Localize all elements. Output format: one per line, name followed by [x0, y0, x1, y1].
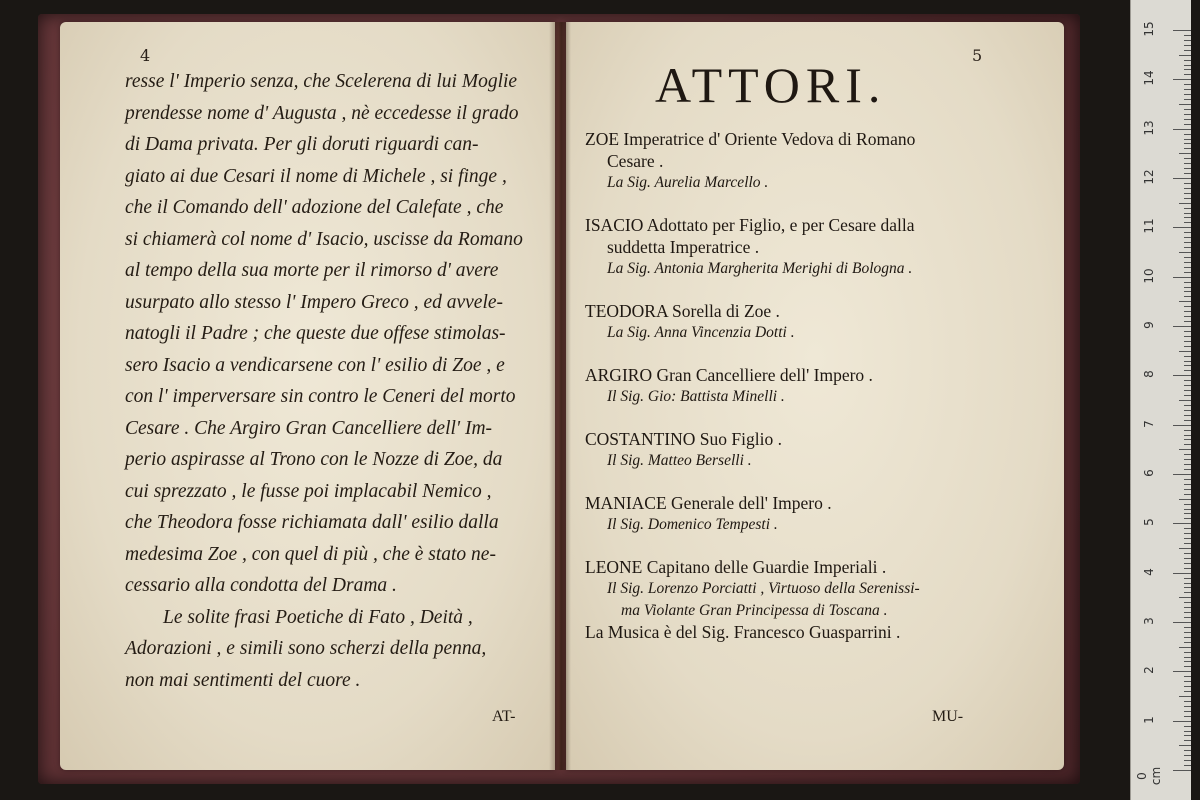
ruler-tick — [1184, 208, 1191, 209]
ruler-tick — [1184, 370, 1191, 371]
ruler-tick — [1184, 193, 1191, 194]
cast-entry — [585, 128, 1025, 194]
ruler-tick — [1184, 454, 1191, 455]
ruler-tick — [1184, 40, 1191, 41]
ruler-tick — [1184, 139, 1191, 140]
ruler-tick — [1184, 341, 1191, 342]
ruler-tick — [1184, 183, 1191, 184]
music-credit: La Musica è del Sig. Francesco Guasparrini . — [585, 622, 901, 642]
ruler-tick — [1184, 65, 1191, 66]
ruler-tick — [1184, 262, 1191, 263]
ruler-tick — [1173, 622, 1191, 623]
cast-entry — [585, 492, 1025, 536]
ruler-tick — [1173, 375, 1191, 376]
ruler-tick — [1184, 666, 1191, 667]
role-name: MANIACE Generale dell' Impero . — [585, 493, 832, 513]
ruler-tick — [1184, 50, 1191, 51]
ruler-number: 1 — [1142, 715, 1156, 724]
ruler-tick — [1184, 592, 1191, 593]
ruler-tick — [1184, 587, 1191, 588]
cast-entry — [585, 364, 1025, 408]
ruler-tick — [1184, 89, 1191, 90]
ruler-tick — [1184, 158, 1191, 159]
ruler-tick — [1184, 533, 1191, 534]
ruler-tick — [1184, 405, 1191, 406]
ruler-tick — [1173, 227, 1191, 228]
ruler-number: 6 — [1142, 469, 1156, 477]
ruler-tick — [1173, 770, 1191, 771]
ruler-tick — [1179, 400, 1191, 401]
ruler-tick — [1184, 420, 1191, 421]
ruler-tick — [1184, 558, 1191, 559]
ruler-tick — [1184, 232, 1191, 233]
cast-list — [585, 128, 1025, 642]
text-line: natogli il Padre ; che queste due offese stimolas- — [125, 323, 506, 344]
ruler-tick — [1184, 661, 1191, 662]
ruler-tick — [1184, 528, 1191, 529]
ruler-tick — [1184, 760, 1191, 761]
ruler-tick — [1179, 301, 1191, 302]
ruler-tick — [1184, 257, 1191, 258]
ruler-tick — [1184, 114, 1191, 115]
ruler-tick — [1184, 469, 1191, 470]
ruler-tick — [1184, 410, 1191, 411]
ruler-tick — [1173, 425, 1191, 426]
ruler-tick — [1184, 356, 1191, 357]
ruler-tick — [1184, 188, 1191, 189]
ruler-tick — [1184, 109, 1191, 110]
ruler-tick — [1184, 504, 1191, 505]
ruler-tick — [1184, 415, 1191, 416]
right-catchword: MU- — [932, 708, 964, 725]
ruler-tick — [1173, 178, 1191, 179]
ruler-tick — [1184, 306, 1191, 307]
role-singer: La Sig. Antonia Margherita Merighi di Bologna . — [607, 260, 913, 277]
role-singer: La Sig. Anna Vincenzia Dotti . — [607, 324, 795, 341]
ruler-tick — [1184, 686, 1191, 687]
text-line: di Dama privata. Per gli doruti riguardi can- — [125, 134, 479, 155]
ruler-tick — [1179, 351, 1191, 352]
ruler-tick — [1184, 538, 1191, 539]
role-singer: Il Sig. Gio: Battista Minelli . — [607, 388, 785, 405]
ruler-tick — [1184, 94, 1191, 95]
ruler-tick — [1184, 765, 1191, 766]
ruler-tick — [1184, 642, 1191, 643]
ruler-tick — [1184, 134, 1191, 135]
role-name: ISACIO Adottato per Figlio, e per Cesare dalla — [585, 215, 915, 235]
ruler-tick — [1173, 30, 1191, 31]
ruler-tick — [1184, 168, 1191, 169]
ruler-number: 2 — [1142, 666, 1156, 675]
text-line: Le solite frasi Poetiche di Fato , Deità , — [163, 606, 473, 628]
ruler-number: 3 — [1142, 617, 1156, 625]
text-line: cessario alla condotta del Drama . — [125, 575, 397, 596]
role-name: TEODORA Sorella di Zoe . — [585, 301, 780, 321]
ruler-number: 15 — [1142, 21, 1156, 37]
ruler-tick — [1179, 499, 1191, 500]
ruler-number: 0 cm — [1135, 766, 1163, 786]
role-description-cont: suddetta Imperatrice . — [607, 237, 760, 257]
text-line: sero Isacio a vendicarsene con l' esilio di Zoe , e — [125, 354, 505, 376]
ruler-number: 5 — [1142, 518, 1156, 527]
ruler-tick — [1184, 365, 1191, 366]
ruler-tick — [1184, 583, 1191, 584]
ruler-tick — [1184, 296, 1191, 297]
text-line: Adorazioni , e simili sono scherzi della penna, — [125, 638, 487, 659]
ruler-tick — [1184, 602, 1191, 603]
ruler-tick — [1184, 731, 1191, 732]
ruler-tick — [1184, 124, 1191, 125]
ruler-tick — [1184, 331, 1191, 332]
ruler-tick — [1184, 69, 1191, 70]
ruler-tick — [1184, 143, 1191, 144]
role-singer: Il Sig. Domenico Tempesti . — [607, 516, 778, 533]
ruler-tick — [1184, 568, 1191, 569]
ruler-tick — [1184, 213, 1191, 214]
ruler-tick — [1173, 573, 1191, 574]
ruler-tick — [1184, 726, 1191, 727]
ruler-tick — [1179, 647, 1191, 648]
ruler-tick — [1184, 395, 1191, 396]
ruler-tick — [1184, 691, 1191, 692]
left-catchword: AT- — [492, 708, 516, 725]
ruler-tick — [1184, 272, 1191, 273]
ruler-tick — [1184, 361, 1191, 362]
role-singer: Il Sig. Matteo Berselli . — [607, 452, 752, 469]
ruler-tick — [1184, 553, 1191, 554]
ruler-tick — [1184, 336, 1191, 337]
ruler-tick — [1184, 513, 1191, 514]
text-line: che il Comando dell' adozione del Calefate , che — [125, 197, 504, 218]
ruler-tick — [1184, 607, 1191, 608]
ruler-tick — [1184, 632, 1191, 633]
text-line: giato ai due Cesari il nome di Michele , si finge , — [125, 165, 507, 187]
measurement-ruler — [1130, 0, 1191, 800]
ruler-tick — [1184, 390, 1191, 391]
ruler-number: 13 — [1142, 120, 1156, 136]
ruler-tick — [1184, 489, 1191, 490]
role-singer-cont: ma Violante Gran Principessa di Toscana . — [621, 602, 888, 619]
ruler-tick — [1184, 627, 1191, 628]
right-page-number: 5 — [972, 46, 983, 65]
text-line: non mai sentimenti del cuore . — [125, 669, 361, 691]
ruler-number: 7 — [1142, 419, 1156, 428]
ruler-tick — [1184, 217, 1191, 218]
ruler-tick — [1179, 252, 1191, 253]
ruler-tick — [1179, 104, 1191, 105]
ruler-tick — [1184, 711, 1191, 712]
ruler-tick — [1184, 578, 1191, 579]
ruler-tick — [1173, 79, 1191, 80]
left-page-number: 4 — [140, 46, 151, 65]
ruler-tick — [1173, 277, 1191, 278]
text-line: usurpato allo stesso l' Impero Greco , ed avvele- — [125, 291, 504, 313]
text-line: prendesse nome d' Augusta , nè eccedesse il grado — [125, 102, 519, 124]
ruler-tick — [1179, 203, 1191, 204]
role-name: ZOE Imperatrice d' Oriente Vedova di Romano — [585, 129, 916, 149]
ruler-tick — [1179, 696, 1191, 697]
ruler-tick — [1184, 84, 1191, 85]
ruler-tick — [1184, 543, 1191, 544]
ruler-tick — [1179, 449, 1191, 450]
ruler-tick — [1184, 60, 1191, 61]
ruler-tick — [1184, 750, 1191, 751]
text-line: perio aspirasse al Trono con le Nozze di Zoe, da — [125, 449, 503, 470]
ruler-tick — [1184, 287, 1191, 288]
cast-entry — [585, 300, 1025, 344]
ruler-tick — [1184, 74, 1191, 75]
ruler-tick — [1184, 173, 1191, 174]
ruler-tick — [1179, 745, 1191, 746]
ruler-tick — [1184, 222, 1191, 223]
ruler-number: 8 — [1142, 370, 1156, 379]
ruler-tick — [1184, 99, 1191, 100]
text-line: resse l' Imperio senza, che Scelerena di lui Moglie — [125, 71, 518, 92]
ruler-tick — [1173, 129, 1191, 130]
ruler-tick — [1184, 163, 1191, 164]
ruler-tick — [1173, 671, 1191, 672]
text-line: con l' imperversare sin contro le Ceneri del morto — [125, 386, 516, 407]
text-line: si chiamerà col nome d' Isacio, uscisse da Romano — [125, 228, 523, 250]
role-description-cont: Cesare . — [607, 151, 664, 171]
ruler-tick — [1184, 755, 1191, 756]
ruler-tick — [1184, 494, 1191, 495]
ruler-tick — [1184, 612, 1191, 613]
ruler-tick — [1184, 735, 1191, 736]
ruler-number: 4 — [1142, 567, 1156, 576]
ruler-tick — [1184, 435, 1191, 436]
text-line: medesima Zoe , con quel di più , che è stato ne- — [125, 543, 496, 565]
ruler-tick — [1179, 55, 1191, 56]
cast-entry — [585, 556, 1025, 622]
ruler-tick — [1184, 430, 1191, 431]
ruler-tick — [1184, 563, 1191, 564]
ruler-tick — [1184, 701, 1191, 702]
ruler-tick — [1184, 198, 1191, 199]
page-title: ATTORI. — [655, 57, 887, 113]
ruler-number: 14 — [1142, 70, 1156, 86]
ruler-tick — [1184, 380, 1191, 381]
ruler-tick — [1173, 523, 1191, 524]
text-line: Cesare . Che Argiro Gran Cancelliere dell' Im- — [125, 417, 493, 439]
left-page-text — [125, 66, 555, 696]
ruler-tick — [1184, 247, 1191, 248]
ruler-tick — [1173, 474, 1191, 475]
ruler-tick — [1173, 721, 1191, 722]
cast-entry — [585, 428, 1025, 472]
ruler-number: 12 — [1142, 169, 1156, 185]
ruler-tick — [1184, 316, 1191, 317]
role-name: COSTANTINO Suo Figlio . — [585, 429, 782, 449]
ruler-tick — [1184, 676, 1191, 677]
cast-entry — [585, 214, 1025, 280]
ruler-number: 10 — [1142, 268, 1156, 284]
ruler-tick — [1184, 148, 1191, 149]
ruler-tick — [1179, 153, 1191, 154]
ruler-tick — [1173, 326, 1191, 327]
ruler-tick — [1184, 291, 1191, 292]
role-singer: La Sig. Aurelia Marcello . — [607, 174, 769, 191]
role-name: ARGIRO Gran Cancelliere dell' Impero . — [585, 365, 873, 385]
ruler-tick — [1184, 479, 1191, 480]
ruler-number: 11 — [1142, 218, 1156, 234]
ruler-tick — [1179, 597, 1191, 598]
role-name: LEONE Capitano delle Guardie Imperiali . — [585, 557, 887, 577]
ruler-tick — [1184, 311, 1191, 312]
ruler-number: 9 — [1142, 321, 1156, 329]
ruler-tick — [1184, 459, 1191, 460]
ruler-tick — [1184, 282, 1191, 283]
ruler-tick — [1184, 652, 1191, 653]
ruler-tick — [1184, 740, 1191, 741]
ruler-tick — [1184, 242, 1191, 243]
ruler-tick — [1184, 509, 1191, 510]
ruler-tick — [1184, 237, 1191, 238]
ruler-tick — [1184, 45, 1191, 46]
ruler-tick — [1184, 119, 1191, 120]
text-line: che Theodora fosse richiamata dall' esilio dalla — [125, 512, 499, 533]
ruler-tick — [1184, 267, 1191, 268]
text-line: al tempo della sua morte per il rimorso d' avere — [125, 260, 499, 281]
ruler-tick — [1184, 657, 1191, 658]
ruler-tick — [1184, 439, 1191, 440]
ruler-tick — [1184, 35, 1191, 36]
ruler-tick — [1184, 637, 1191, 638]
ruler-tick — [1184, 484, 1191, 485]
ruler-tick — [1184, 464, 1191, 465]
ruler-tick — [1184, 706, 1191, 707]
ruler-tick — [1184, 681, 1191, 682]
ruler-tick — [1184, 518, 1191, 519]
ruler-tick — [1179, 548, 1191, 549]
ruler-tick — [1184, 716, 1191, 717]
ruler-tick — [1184, 385, 1191, 386]
role-singer: Il Sig. Lorenzo Porciatti , Virtuoso della Serenissi- — [607, 580, 920, 597]
ruler-tick — [1184, 321, 1191, 322]
ruler-tick — [1184, 617, 1191, 618]
ruler-tick — [1184, 346, 1191, 347]
ruler-tick — [1184, 444, 1191, 445]
text-line: cui sprezzato , le fusse poi implacabil Nemico , — [125, 480, 492, 502]
